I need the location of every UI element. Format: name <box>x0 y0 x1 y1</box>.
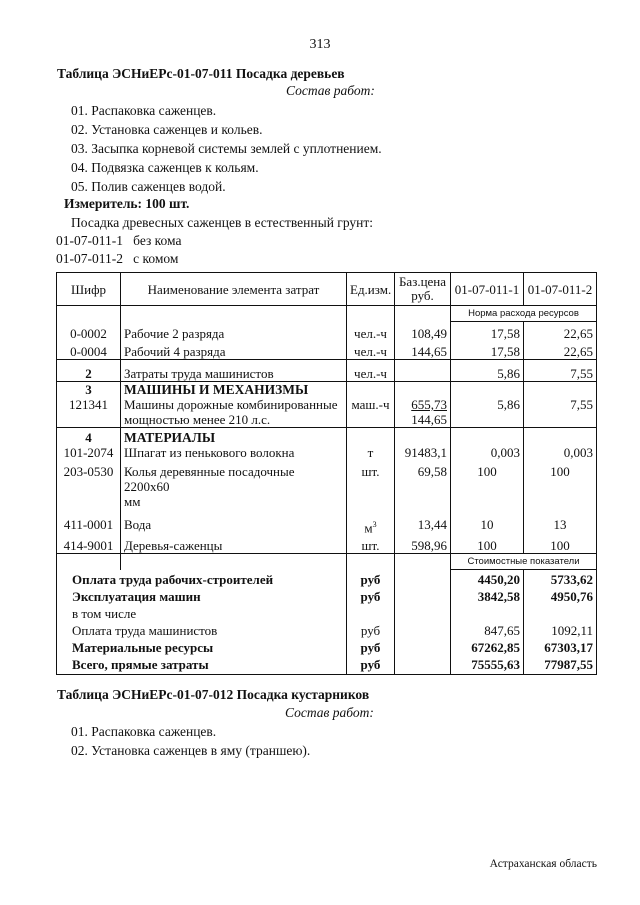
summary-row <box>57 604 597 621</box>
row-value-1: 5,86 <box>451 360 524 382</box>
header-col2: 01-07-011-2 <box>524 273 597 306</box>
variant-label: без кома <box>133 233 182 248</box>
row-code: 414-9001 <box>57 535 121 554</box>
table-row <box>57 460 597 509</box>
norm-label-row <box>57 306 597 322</box>
summary-row <box>57 587 597 604</box>
variant-code: 01-07-011-2 <box>56 251 123 266</box>
row-code: 203-0530 <box>57 460 121 509</box>
cost-label: Стоимостные показатели <box>451 554 597 570</box>
row-unit: чел.-ч <box>347 341 395 360</box>
table-row <box>57 509 597 535</box>
table-row <box>57 535 597 554</box>
row-value-1: 100 <box>451 535 524 554</box>
summary-value-1: 3842,58 <box>451 587 524 604</box>
row-value-2: 13 <box>524 509 597 535</box>
row-value-1: 17,58 <box>451 322 524 342</box>
summary-value-1: 847,65 <box>451 621 524 638</box>
row-price-line2: 144,65 <box>411 412 447 427</box>
work-item: 02. Установка саженцев и кольев. <box>71 122 263 137</box>
summary-name: Оплата труда рабочих-строителей <box>57 570 347 588</box>
header-unit: Ед.изм. <box>347 273 395 306</box>
work-item: 01. Распаковка саженцев. <box>71 103 217 118</box>
table-row <box>57 397 597 428</box>
row-value-2: 22,65 <box>524 322 597 342</box>
row-price: 144,65 <box>395 341 451 360</box>
row-name: Рабочий 4 разряда <box>121 341 347 360</box>
row-name <box>121 397 347 428</box>
summary-row <box>57 621 597 638</box>
page-number: 313 <box>309 37 331 52</box>
table-row <box>57 322 597 342</box>
table2-works-heading: Состав работ: <box>285 705 374 720</box>
summary-name: в том числе <box>57 604 347 621</box>
resource-table <box>56 272 597 675</box>
summary-value-2: 77987,55 <box>524 655 597 675</box>
section-code: 4 <box>57 428 121 446</box>
row-name-line2: мм <box>124 494 141 509</box>
row-unit <box>347 509 395 535</box>
header-code: Шифр <box>57 273 121 306</box>
row-price: 13,44 <box>395 509 451 535</box>
row-value-1: 10 <box>451 509 524 535</box>
section-row <box>57 382 597 398</box>
row-value-1: 0,003 <box>451 445 524 460</box>
row-value-2: 22,65 <box>524 341 597 360</box>
summary-name: Оплата труда машинистов <box>57 621 347 638</box>
row-value-1: 100 <box>451 460 524 509</box>
summary-unit: руб <box>347 570 395 588</box>
summary-value-1: 67262,85 <box>451 638 524 655</box>
row-code: 121341 <box>57 397 121 428</box>
summary-name: Материальные ресурсы <box>57 638 347 655</box>
summary-row <box>57 655 597 675</box>
cost-label-row <box>57 554 597 570</box>
variant-code: 01-07-011-1 <box>56 233 123 248</box>
row-name: Вода <box>121 509 347 535</box>
table-row <box>57 445 597 460</box>
table1-works-heading: Состав работ: <box>286 83 375 98</box>
summary-row <box>57 570 597 588</box>
row-value-1: 17,58 <box>451 341 524 360</box>
summary-value-2: 4950,76 <box>524 587 597 604</box>
table1-title: Таблица ЭСНиЕРс-01-07-011 Посадка деревьев <box>57 66 345 81</box>
row-value-2: 0,003 <box>524 445 597 460</box>
row-value-2: 7,55 <box>524 397 597 428</box>
row-name: Затраты труда машинистов <box>121 360 347 382</box>
header-price-line2: руб. <box>411 288 434 303</box>
section-name: МАТЕРИАЛЫ <box>121 428 347 446</box>
table2-title: Таблица ЭСНиЕРс-01-07-012 Посадка кустарников <box>57 687 370 702</box>
row-name: Рабочие 2 разряда <box>121 322 347 342</box>
summary-value-2: 1092,11 <box>524 621 597 638</box>
row-name: Деревья-саженцы <box>121 535 347 554</box>
norm-label: Норма расхода ресурсов <box>451 306 597 322</box>
summary-value-2: 67303,17 <box>524 638 597 655</box>
row-unit: шт. <box>347 460 395 509</box>
summary-unit: руб <box>347 587 395 604</box>
work-item: 05. Полив саженцев водой. <box>71 179 226 194</box>
row-name-line1: Колья деревянные посадочные 2200х60 <box>124 464 295 494</box>
row-price <box>395 397 451 428</box>
work-item: 03. Засыпка корневой системы землей с уплотнением. <box>71 141 382 156</box>
variant-label: с комом <box>133 251 179 266</box>
work-item: 02. Установка саженцев в яму (траншею). <box>71 743 311 758</box>
row-unit: чел.-ч <box>347 360 395 382</box>
summary-row <box>57 638 597 655</box>
row-price: 108,49 <box>395 322 451 342</box>
variant-row <box>56 251 178 267</box>
row-value-2: 100 <box>524 535 597 554</box>
summary-value-1: 4450,20 <box>451 570 524 588</box>
row-unit: маш.-ч <box>347 397 395 428</box>
row-unit: чел.-ч <box>347 322 395 342</box>
table-row <box>57 341 597 360</box>
section-name: МАШИНЫ И МЕХАНИЗМЫ <box>121 382 347 398</box>
work-item: 04. Подвязка саженцев к кольям. <box>71 160 259 175</box>
row-code: 411-0001 <box>57 509 121 535</box>
row-code: 0-0004 <box>57 341 121 360</box>
row-name-line2: мощностью менее 210 л.с. <box>124 412 271 427</box>
row-value-2: 7,55 <box>524 360 597 382</box>
row-unit-sup: 3 <box>372 520 377 529</box>
row-name: Шпагат из пенькового волокна <box>121 445 347 460</box>
header-price <box>395 273 451 306</box>
summary-name: Всего, прямые затраты <box>57 655 347 675</box>
row-code: 2 <box>57 360 121 382</box>
table-row <box>57 360 597 382</box>
row-code: 0-0002 <box>57 322 121 342</box>
row-price: 69,58 <box>395 460 451 509</box>
section-row <box>57 428 597 446</box>
table-header-row <box>57 273 597 306</box>
row-name-line1: Машины дорожные комбинированные <box>124 397 338 412</box>
summary-unit: руб <box>347 621 395 638</box>
header-price-line1: Баз.цена <box>398 274 447 289</box>
row-value-2: 100 <box>524 460 597 509</box>
table1-description: Посадка древесных саженцев в естественный грунт: <box>71 215 374 230</box>
header-col1: 01-07-011-1 <box>451 273 524 306</box>
summary-unit: руб <box>347 638 395 655</box>
row-unit: т <box>347 445 395 460</box>
region-footer: Астраханская область <box>489 858 597 870</box>
measure-unit: Измеритель: 100 шт. <box>64 196 190 211</box>
row-unit: шт. <box>347 535 395 554</box>
section-code: 3 <box>57 382 121 398</box>
summary-unit: руб <box>347 655 395 675</box>
work-item: 01. Распаковка саженцев. <box>71 724 217 739</box>
row-value-1: 5,86 <box>451 397 524 428</box>
variant-row <box>56 233 182 249</box>
row-price: 598,96 <box>395 535 451 554</box>
row-name <box>121 460 347 509</box>
row-unit-text: м <box>364 520 373 536</box>
row-price-line1: 655,73 <box>411 397 447 412</box>
summary-name: Эксплуатация машин <box>57 587 347 604</box>
header-name: Наименование элемента затрат <box>121 273 347 306</box>
summary-value-1: 75555,63 <box>451 655 524 675</box>
summary-value-2: 5733,62 <box>524 570 597 588</box>
row-code: 101-2074 <box>57 445 121 460</box>
row-price: 91483,1 <box>395 445 451 460</box>
